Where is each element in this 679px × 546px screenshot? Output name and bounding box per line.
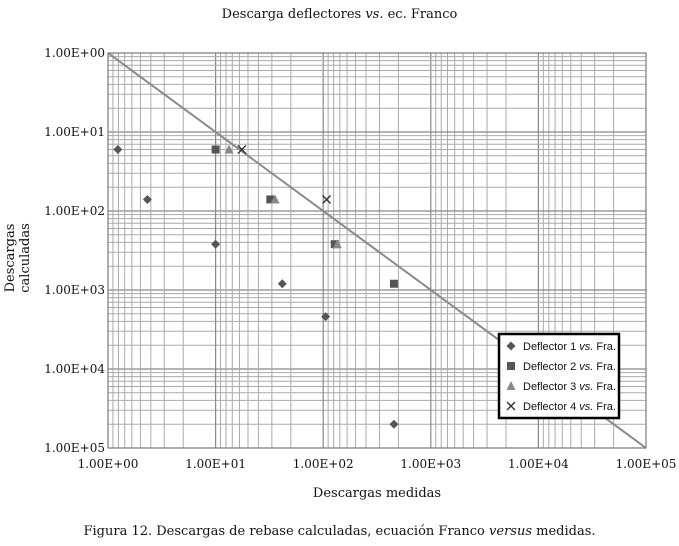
chart-title: Descarga deflectores vs. ec. Franco <box>221 7 458 22</box>
x-tick-label: 1.00E+01 <box>185 457 247 471</box>
legend-label-4: Deflector 4 vs. Fra. <box>523 401 616 413</box>
data-point-deflector-2 <box>390 280 398 288</box>
y-tick-label: 1.00E+01 <box>44 125 105 139</box>
data-point-deflector-1 <box>278 279 287 288</box>
data-point-deflector-1 <box>113 145 122 154</box>
data-point-deflector-1 <box>211 240 220 249</box>
x-tick-label: 1.00E+05 <box>615 457 677 471</box>
y-axis-label: Descargas calculadas <box>3 223 33 293</box>
x-tick-label: 1.00E+03 <box>400 457 462 471</box>
legend-label-1: Deflector 1 vs. Fra. <box>523 341 616 353</box>
y-tick-label: 1.00E+05 <box>44 441 105 455</box>
y-tick-label: 1.00E+00 <box>44 46 105 60</box>
y-tick-label: 1.00E+04 <box>44 362 105 376</box>
x-tick-label: 1.00E+04 <box>507 457 569 471</box>
legend-label-3: Deflector 3 vs. Fra. <box>523 381 616 393</box>
y-tick-label: 1.00E+02 <box>44 204 105 218</box>
data-point-deflector-1 <box>389 420 398 429</box>
y-tick-labels <box>44 46 105 455</box>
legend-label-2: Deflector 2 vs. Fra. <box>523 361 616 373</box>
figure-caption: Figura 12. Descargas de rebase calculadas, ecuación Franco versus medidas. <box>83 524 596 539</box>
legend-marker-2 <box>507 362 515 370</box>
legend <box>499 334 619 418</box>
y-tick-label: 1.00E+03 <box>44 283 105 297</box>
x-tick-label: 1.00E+02 <box>292 457 354 471</box>
x-tick-label: 1.00E+00 <box>77 457 139 471</box>
x-axis-label: Descargas medidas <box>312 486 442 501</box>
data-point-deflector-2 <box>212 146 220 154</box>
x-tick-labels <box>78 457 677 471</box>
